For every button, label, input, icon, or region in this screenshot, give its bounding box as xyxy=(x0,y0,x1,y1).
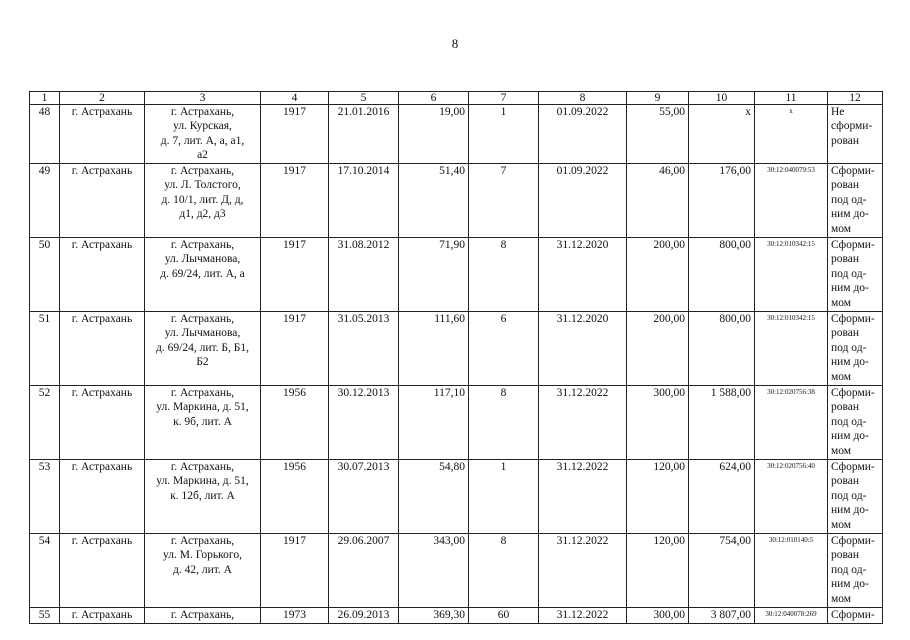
recognition-date-cell: 17.10.2014 xyxy=(329,164,399,238)
column-header: 3 xyxy=(145,92,261,105)
year-built-cell: 1917 xyxy=(261,105,329,164)
land-status-cell xyxy=(828,460,883,534)
table-row xyxy=(30,105,883,164)
column-header: 9 xyxy=(627,92,689,105)
land-area-total-cell: 624,00 xyxy=(689,460,755,534)
address-line: г. Астрахань, xyxy=(170,535,235,547)
address-line: г. Астрахань, xyxy=(170,165,235,177)
land-area-cell: 200,00 xyxy=(627,238,689,312)
residents-count-cell: 8 xyxy=(469,386,539,460)
area-cell: 51,40 xyxy=(399,164,469,238)
area-cell: 71,90 xyxy=(399,238,469,312)
status-line: рован xyxy=(831,475,860,488)
city-cell: г. Астрахань xyxy=(60,534,145,608)
status-line: Сформи- xyxy=(831,461,875,473)
status-line: Сформи- xyxy=(831,239,875,251)
area-cell: 343,00 xyxy=(399,534,469,608)
cadastral-number-cell: х xyxy=(755,105,828,164)
status-line: рован xyxy=(831,401,860,414)
residents-count-cell: 1 xyxy=(469,460,539,534)
status-line: Сформи- xyxy=(831,387,875,399)
land-status-cell xyxy=(828,312,883,386)
column-header: 7 xyxy=(469,92,539,105)
city-cell: г. Астрахань xyxy=(60,460,145,534)
table-row xyxy=(30,312,883,386)
address-line: д. 69/24, лит. Б, Б1, xyxy=(156,341,249,354)
address-line: г. Астрахань, xyxy=(170,461,235,473)
status-line: рован xyxy=(831,134,860,147)
cadastral-number-cell: 30:12:020756:40 xyxy=(755,460,828,534)
residents-count-cell: 6 xyxy=(469,312,539,386)
city-cell: г. Астрахань xyxy=(60,164,145,238)
status-line: ним до- xyxy=(831,430,869,443)
year-built-cell: 1956 xyxy=(261,460,329,534)
land-area-total-cell: х xyxy=(689,105,755,164)
status-line: под од- xyxy=(831,341,867,354)
status-line: ним до- xyxy=(831,578,869,591)
address-line: г. Астрахань, xyxy=(170,609,235,621)
table-row xyxy=(30,386,883,460)
address-line: д1, д2, д3 xyxy=(179,208,226,221)
city-cell: г. Астрахань xyxy=(60,386,145,460)
resettlement-date-cell: 01.09.2022 xyxy=(539,164,627,238)
status-line: Сформи- xyxy=(831,609,875,621)
table-row xyxy=(30,164,883,238)
resettlement-date-cell: 31.12.2020 xyxy=(539,238,627,312)
status-line: мом xyxy=(831,222,852,235)
land-area-cell: 120,00 xyxy=(627,460,689,534)
cadastral-number-cell: 30:12:040078:269 xyxy=(755,608,828,624)
address-cell xyxy=(145,608,261,624)
table-row xyxy=(30,608,883,624)
row-number-cell: 49 xyxy=(30,164,60,238)
address-line: ул. Курская, xyxy=(173,120,232,133)
table-header-row xyxy=(30,92,883,105)
resettlement-date-cell: 31.12.2022 xyxy=(539,608,627,624)
row-number-cell: 51 xyxy=(30,312,60,386)
address-line: г. Астрахань, xyxy=(170,313,235,325)
column-header: 4 xyxy=(261,92,329,105)
address-cell xyxy=(145,238,261,312)
recognition-date-cell: 31.08.2012 xyxy=(329,238,399,312)
cadastral-number-cell: 30:12:010342:15 xyxy=(755,312,828,386)
city-cell: г. Астрахань xyxy=(60,608,145,624)
recognition-date-cell: 30.12.2013 xyxy=(329,386,399,460)
row-number-cell: 52 xyxy=(30,386,60,460)
cadastral-number-cell: 30:12:010140:5 xyxy=(755,534,828,608)
address-line: ул. Лычманова, xyxy=(164,327,241,340)
row-number-cell: 54 xyxy=(30,534,60,608)
address-line: ул. Маркина, д. 51, xyxy=(156,401,249,414)
land-status-cell xyxy=(828,238,883,312)
column-header: 8 xyxy=(539,92,627,105)
land-area-total-cell: 800,00 xyxy=(689,312,755,386)
address-line: г. Астрахань, xyxy=(170,239,235,251)
status-line: ним до- xyxy=(831,208,869,221)
area-cell: 369,30 xyxy=(399,608,469,624)
land-area-total-cell: 176,00 xyxy=(689,164,755,238)
status-line: мом xyxy=(831,592,852,605)
status-line: Не xyxy=(831,106,845,118)
status-line: мом xyxy=(831,444,852,457)
address-line: д. 7, лит. А, а, а1, xyxy=(160,134,245,147)
cadastral-number-cell: 30:12:040079:53 xyxy=(755,164,828,238)
resettlement-date-cell: 31.12.2022 xyxy=(539,534,627,608)
recognition-date-cell: 29.06.2007 xyxy=(329,534,399,608)
address-cell xyxy=(145,386,261,460)
status-line: мом xyxy=(831,296,852,309)
column-header: 12 xyxy=(828,92,883,105)
page-number: 8 xyxy=(451,36,459,51)
status-line: рован xyxy=(831,549,860,562)
address-line: ул. Лычманова, xyxy=(164,253,241,266)
address-line: ул. М. Горького, xyxy=(163,549,242,562)
row-number-cell: 53 xyxy=(30,460,60,534)
status-line: Сформи- xyxy=(831,165,875,177)
address-line: Б2 xyxy=(196,356,209,369)
address-line: к. 9б, лит. А xyxy=(173,415,232,428)
address-cell xyxy=(145,105,261,164)
year-built-cell: 1973 xyxy=(261,608,329,624)
residents-count-cell: 1 xyxy=(469,105,539,164)
status-line: Сформи- xyxy=(831,535,875,547)
status-line: под од- xyxy=(831,415,867,428)
land-status-cell xyxy=(828,608,883,624)
land-status-cell xyxy=(828,164,883,238)
resettlement-date-cell: 31.12.2022 xyxy=(539,460,627,534)
status-line: рован xyxy=(831,253,860,266)
residents-count-cell: 60 xyxy=(469,608,539,624)
land-area-cell: 300,00 xyxy=(627,386,689,460)
column-header: 5 xyxy=(329,92,399,105)
land-area-cell: 46,00 xyxy=(627,164,689,238)
table-row xyxy=(30,534,883,608)
year-built-cell: 1956 xyxy=(261,386,329,460)
land-area-cell: 300,00 xyxy=(627,608,689,624)
recognition-date-cell: 30.07.2013 xyxy=(329,460,399,534)
status-line: ним до- xyxy=(831,356,869,369)
residents-count-cell: 7 xyxy=(469,164,539,238)
status-line: ним до- xyxy=(831,282,869,295)
housing-registry-table xyxy=(29,91,883,624)
land-area-cell: 200,00 xyxy=(627,312,689,386)
address-line: г. Астрахань, xyxy=(170,387,235,399)
row-number-cell: 48 xyxy=(30,105,60,164)
address-line: д. 42, лит. А xyxy=(173,563,232,576)
column-header: 1 xyxy=(30,92,60,105)
column-header: 2 xyxy=(60,92,145,105)
column-header: 10 xyxy=(689,92,755,105)
year-built-cell: 1917 xyxy=(261,238,329,312)
land-area-total-cell: 3 807,00 xyxy=(689,608,755,624)
land-area-cell: 55,00 xyxy=(627,105,689,164)
area-cell: 19,00 xyxy=(399,105,469,164)
land-area-cell: 120,00 xyxy=(627,534,689,608)
status-line: мом xyxy=(831,370,852,383)
address-line: ул. Маркина, д. 51, xyxy=(156,475,249,488)
address-line: г. Астрахань, xyxy=(170,106,235,118)
residents-count-cell: 8 xyxy=(469,534,539,608)
land-area-total-cell: 1 588,00 xyxy=(689,386,755,460)
address-line: ул. Л. Толстого, xyxy=(164,179,241,192)
resettlement-date-cell: 01.09.2022 xyxy=(539,105,627,164)
status-line: под од- xyxy=(831,489,867,502)
area-cell: 54,80 xyxy=(399,460,469,534)
status-line: под од- xyxy=(831,563,867,576)
status-line: рован xyxy=(831,327,860,340)
address-cell xyxy=(145,534,261,608)
status-line: ним до- xyxy=(831,504,869,517)
status-line: рован xyxy=(831,179,860,192)
address-cell xyxy=(145,164,261,238)
address-line: к. 12б, лит. А xyxy=(170,489,235,502)
cadastral-number-cell: 30:12:010342:15 xyxy=(755,238,828,312)
land-area-total-cell: 800,00 xyxy=(689,238,755,312)
table-row xyxy=(30,460,883,534)
year-built-cell: 1917 xyxy=(261,534,329,608)
status-line: мом xyxy=(831,518,852,531)
land-area-total-cell: 754,00 xyxy=(689,534,755,608)
area-cell: 117,10 xyxy=(399,386,469,460)
land-status-cell xyxy=(828,386,883,460)
year-built-cell: 1917 xyxy=(261,164,329,238)
city-cell: г. Астрахань xyxy=(60,238,145,312)
year-built-cell: 1917 xyxy=(261,312,329,386)
column-header: 11 xyxy=(755,92,828,105)
resettlement-date-cell: 31.12.2020 xyxy=(539,312,627,386)
recognition-date-cell: 31.05.2013 xyxy=(329,312,399,386)
column-header: 6 xyxy=(399,92,469,105)
address-line: д. 69/24, лит. А, а xyxy=(160,267,245,280)
status-line: под од- xyxy=(831,193,867,206)
status-line: Сформи- xyxy=(831,313,875,325)
address-line: д. 10/1, лит. Д, д, xyxy=(161,193,244,206)
recognition-date-cell: 21.01.2016 xyxy=(329,105,399,164)
address-line: а2 xyxy=(197,149,208,162)
row-number-cell: 50 xyxy=(30,238,60,312)
status-line: под од- xyxy=(831,267,867,280)
resettlement-date-cell: 31.12.2022 xyxy=(539,386,627,460)
status-line: сформи- xyxy=(831,120,873,133)
land-status-cell xyxy=(828,534,883,608)
recognition-date-cell: 26.09.2013 xyxy=(329,608,399,624)
city-cell: г. Астрахань xyxy=(60,105,145,164)
cadastral-number-cell: 30:12:020756:38 xyxy=(755,386,828,460)
residents-count-cell: 8 xyxy=(469,238,539,312)
city-cell: г. Астрахань xyxy=(60,312,145,386)
address-cell xyxy=(145,312,261,386)
land-status-cell xyxy=(828,105,883,164)
area-cell: 111,60 xyxy=(399,312,469,386)
table-row xyxy=(30,238,883,312)
address-cell xyxy=(145,460,261,534)
row-number-cell: 55 xyxy=(30,608,60,624)
